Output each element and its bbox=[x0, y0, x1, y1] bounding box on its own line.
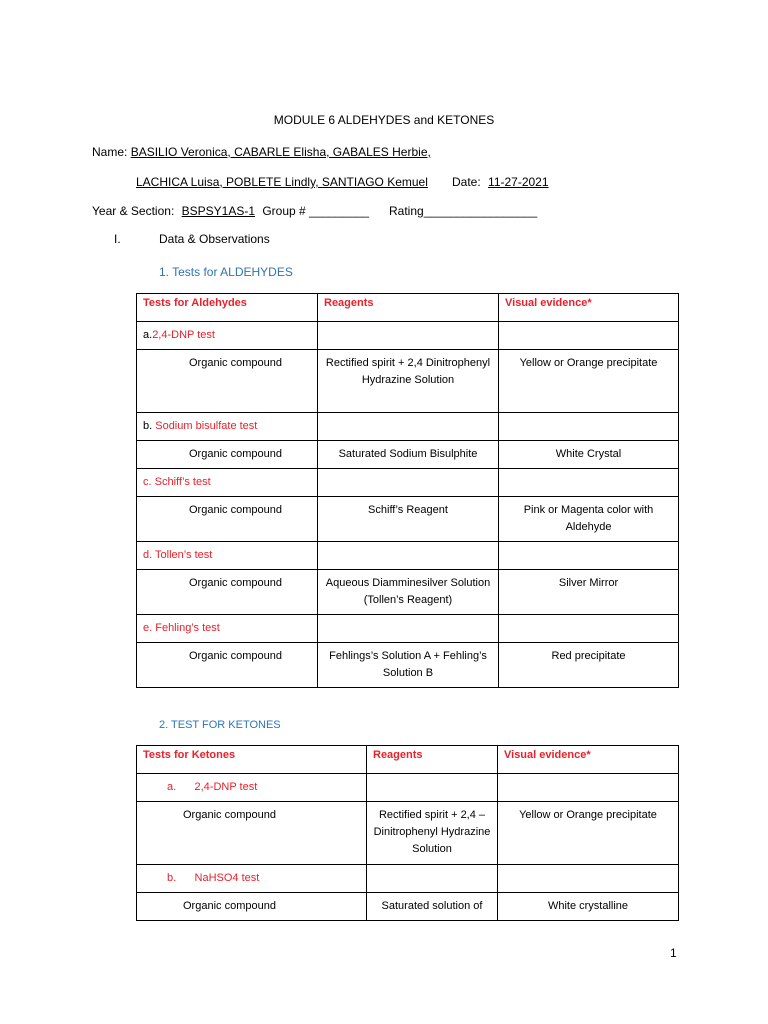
test-name: d. Tollen’s test bbox=[137, 542, 318, 570]
evidence-cell: Yellow or Orange precipitate bbox=[498, 802, 679, 865]
date-row bbox=[452, 175, 549, 189]
test-name: Sodium bisulfate test bbox=[155, 420, 258, 432]
table-header-row bbox=[137, 746, 679, 774]
test-name: 2,4-DNP test bbox=[152, 329, 215, 341]
compound-cell: Organic compound bbox=[137, 570, 318, 615]
test-label-row bbox=[137, 774, 679, 802]
column-header-evidence: Visual evidence* bbox=[498, 746, 679, 774]
compound-cell: Organic compound bbox=[137, 893, 367, 921]
section-title: Data & Observations bbox=[159, 232, 270, 246]
test-label-row bbox=[137, 322, 679, 350]
test-name: c. Schiff’s test bbox=[137, 469, 318, 497]
evidence-cell: Pink or Magenta color with Aldehyde bbox=[499, 497, 679, 542]
reagent-cell: Rectified spirit + 2,4 Dinitrophenyl Hydrazine Solution bbox=[318, 350, 499, 413]
column-header-reagents: Reagents bbox=[367, 746, 498, 774]
evidence-cell: White crystalline bbox=[498, 893, 679, 921]
test-prefix: a. bbox=[143, 329, 153, 341]
test-label-row bbox=[137, 469, 679, 497]
test-label-row bbox=[137, 413, 679, 441]
compound-cell: Organic compound bbox=[137, 350, 318, 413]
test-data-row bbox=[137, 570, 679, 615]
year-section-value: BSPSY1AS-1 bbox=[181, 204, 255, 218]
reagent-cell: Schiff’s Reagent bbox=[318, 497, 499, 542]
ketones-table bbox=[136, 745, 679, 921]
column-header-tests: Tests for Aldehydes bbox=[137, 294, 318, 322]
test-data-row bbox=[137, 893, 679, 921]
name-row bbox=[92, 145, 431, 159]
date-value: 11-27-2021 bbox=[488, 175, 549, 189]
column-header-evidence: Visual evidence* bbox=[499, 294, 679, 322]
evidence-cell: Red precipitate bbox=[499, 643, 679, 688]
name-line-1: BASILIO Veronica, CABARLE Elisha, GABALES Herbie, bbox=[130, 145, 431, 159]
group-label: Group # _________ bbox=[262, 204, 370, 218]
compound-cell: Organic compound bbox=[137, 802, 367, 865]
test-data-row bbox=[137, 497, 679, 542]
reagent-cell: Saturated solution of bbox=[367, 893, 498, 921]
test-label bbox=[137, 413, 318, 441]
year-section-label: Year & Section: bbox=[92, 204, 175, 218]
reagent-cell: Rectified spirit + 2,4 – Dinitrophenyl Hydrazine Solution bbox=[367, 802, 498, 865]
aldehydes-table bbox=[136, 293, 679, 688]
column-header-reagents: Reagents bbox=[318, 294, 499, 322]
table-header-row bbox=[137, 294, 679, 322]
test-name: e. Fehling’s test bbox=[137, 615, 318, 643]
test-name: b. NaHSO4 test bbox=[137, 865, 367, 893]
test-prefix: b. bbox=[143, 420, 156, 432]
test-label-row bbox=[137, 865, 679, 893]
reagent-cell: Saturated Sodium Bisulphite bbox=[318, 441, 499, 469]
evidence-cell: White Crystal bbox=[499, 441, 679, 469]
test-label bbox=[137, 322, 318, 350]
date-label: Date: bbox=[452, 175, 481, 189]
compound-cell: Organic compound bbox=[137, 497, 318, 542]
test-data-row bbox=[137, 350, 679, 413]
aldehydes-heading: 1. Tests for ALDEHYDES bbox=[159, 265, 293, 279]
section-number: I. bbox=[114, 232, 121, 246]
compound-cell: Organic compound bbox=[137, 643, 318, 688]
test-name: a. 2,4-DNP test bbox=[137, 774, 367, 802]
test-data-row bbox=[137, 441, 679, 469]
column-header-tests: Tests for Ketones bbox=[137, 746, 367, 774]
name-label: Name: bbox=[92, 145, 128, 159]
evidence-cell: Yellow or Orange precipitate bbox=[499, 350, 679, 413]
reagent-cell: Aqueous Diamminesilver Solution (Tollen’s Reagent) bbox=[318, 570, 499, 615]
reagent-cell: Fehlings’s Solution A + Fehling’s Solution B bbox=[318, 643, 499, 688]
ketones-heading: 2. TEST FOR KETONES bbox=[159, 719, 281, 731]
page-number: 1 bbox=[670, 946, 677, 960]
name-line-2: LACHICA Luisa, POBLETE Lindly, SANTIAGO Kemuel bbox=[136, 175, 428, 189]
test-data-row bbox=[137, 643, 679, 688]
test-label-row bbox=[137, 542, 679, 570]
rating-label: Rating_________________ bbox=[389, 204, 538, 218]
compound-cell: Organic compound bbox=[137, 441, 318, 469]
document-title: MODULE 6 ALDEHYDES and KETONES bbox=[273, 113, 495, 127]
test-label-row bbox=[137, 615, 679, 643]
test-data-row bbox=[137, 802, 679, 865]
evidence-cell: Silver Mirror bbox=[499, 570, 679, 615]
year-section-row bbox=[92, 204, 369, 218]
